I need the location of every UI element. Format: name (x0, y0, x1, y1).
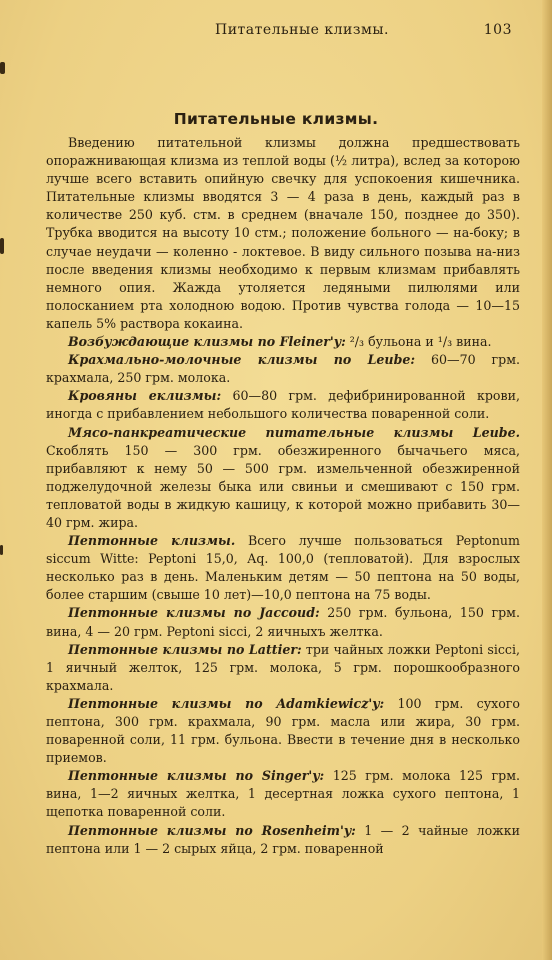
recipe-term: Пептонные клизмы по Singer'y: (68, 768, 325, 784)
running-head (215, 22, 512, 40)
recipe-term: Возбуждающие клизмы по Fleiner'y: (68, 334, 346, 350)
recipe-term: Пептонные клизмы по Lattier: (68, 641, 302, 657)
paragraph-text: Введению питательной клизмы должна предшествовать опоражнивающая клизма из теплой воды (½ литра), вслед за которою лучше всего вставить опийную свечку для успокоения кишечника. Питательные клизмы вводятся 3 — 4 раза в день, каждый раз в количестве 250 куб. стм. в среднем (вначале 150, позднее до 350). Трубка вводится на высоту 10 стм.; положение больного — на-боку; в случае неудачи — коленно - локтевое. В виду сильного позыва на-низ после введения клизмы необходимо к первым клизмам прибавлять немного опия. Жажда утоляется ледяными пилюлями или полосканием рта холодною водою. Против чувства голода — 10—15 капель 5% раствора кокаина. (46, 135, 520, 331)
paragraph (46, 641, 520, 695)
recipe-term: Мясо-панкреатические питательные клизмы Leube. (68, 424, 520, 440)
section-title: Питательные клизмы. (173, 110, 379, 128)
recipe-term: Пептонные клизмы по Adamkiewicz'y: (68, 695, 385, 711)
paragraph-text: 1 — 2 чайные ложки пептона или 1 — 2 сырых яйца, 2 грм. поваренной (46, 822, 521, 856)
paragraph (46, 695, 520, 767)
paragraph-text: 60—80 грм. дефибринированной крови, иногда с прибавлением небольшого количества поваренной соли. (46, 388, 520, 422)
page-number: 103 (483, 22, 512, 38)
binding-mark (0, 62, 5, 74)
paragraph (46, 387, 520, 423)
paragraph (46, 351, 520, 387)
body-text (46, 134, 520, 858)
recipe-term: Пептонные клизмы по Rosenheim'y: (68, 822, 356, 838)
paragraph (46, 424, 520, 533)
recipe-term: Крахмально-молочные клизмы по Leube: (68, 352, 416, 368)
paragraph (46, 333, 520, 351)
running-title: Питательные клизмы. (215, 22, 389, 38)
paragraph-text: три чайных ложки Peptoni sicci, 1 яичный желток, 125 грм. молока, 5 грм. порошкообразного крахмала. (46, 641, 520, 693)
paragraph-text: ²/₃ бульона и ¹/₃ вина. (345, 334, 492, 350)
paragraph-text: 250 грм. бульона, 150 грм. вина, 4 — 20 грм. Peptoni sicci, 2 яичныхъ желтка. (46, 605, 520, 639)
paragraph (46, 134, 520, 333)
paragraph-text: 100 грм. сухого пептона, 300 грм. крахмала, 90 грм. масла или жира, 30 грм. поваренной соли, 11 грм. бульона. Ввести в течение дня в несколько приемов. (46, 695, 520, 766)
binding-mark (0, 238, 4, 254)
paragraph-text: 60—70 грм. крахмала, 250 грм. молока. (46, 352, 520, 386)
recipe-term: Пептонные клизмы. (68, 533, 236, 549)
page-edge (542, 0, 552, 960)
paragraph (46, 604, 520, 640)
paragraph-text: Всего лучше пользоваться Peptonum siccum Witte: Peptoni 15,0, Aq. 100,0 (тепловатой). Для взрослых несколько раз в день. Маленьким детям — 50 пептона на 50 воды, более старшим (свыше 10 лет)—10,0 пептона на 75 воды. (46, 533, 520, 603)
binding-mark (0, 545, 3, 555)
recipe-term: Пептонные клизмы по Jaccoud: (68, 605, 320, 621)
paragraph (46, 822, 520, 858)
paragraph-text: Скоблять 150 — 300 грм. обезжиренного бычачьего мяса, прибавляют к нему 50 — 500 грм. измельченной обезжиренной поджелудочной железы быка или свиньи и смешивают с 150 грм. тепловатой воды в жидкую кашицу, к которой можно прибавить 30—40 грм. жира. (46, 442, 520, 530)
paragraph-text: 125 грм. молока 125 грм. вина, 1—2 яичных желтка, 1 десертная ложка сухого пептона, 1 щепотка поваренной соли. (46, 768, 520, 820)
recipe-term: Кровяны еклизмы: (68, 388, 222, 404)
paragraph (46, 767, 520, 821)
paragraph (46, 532, 520, 604)
